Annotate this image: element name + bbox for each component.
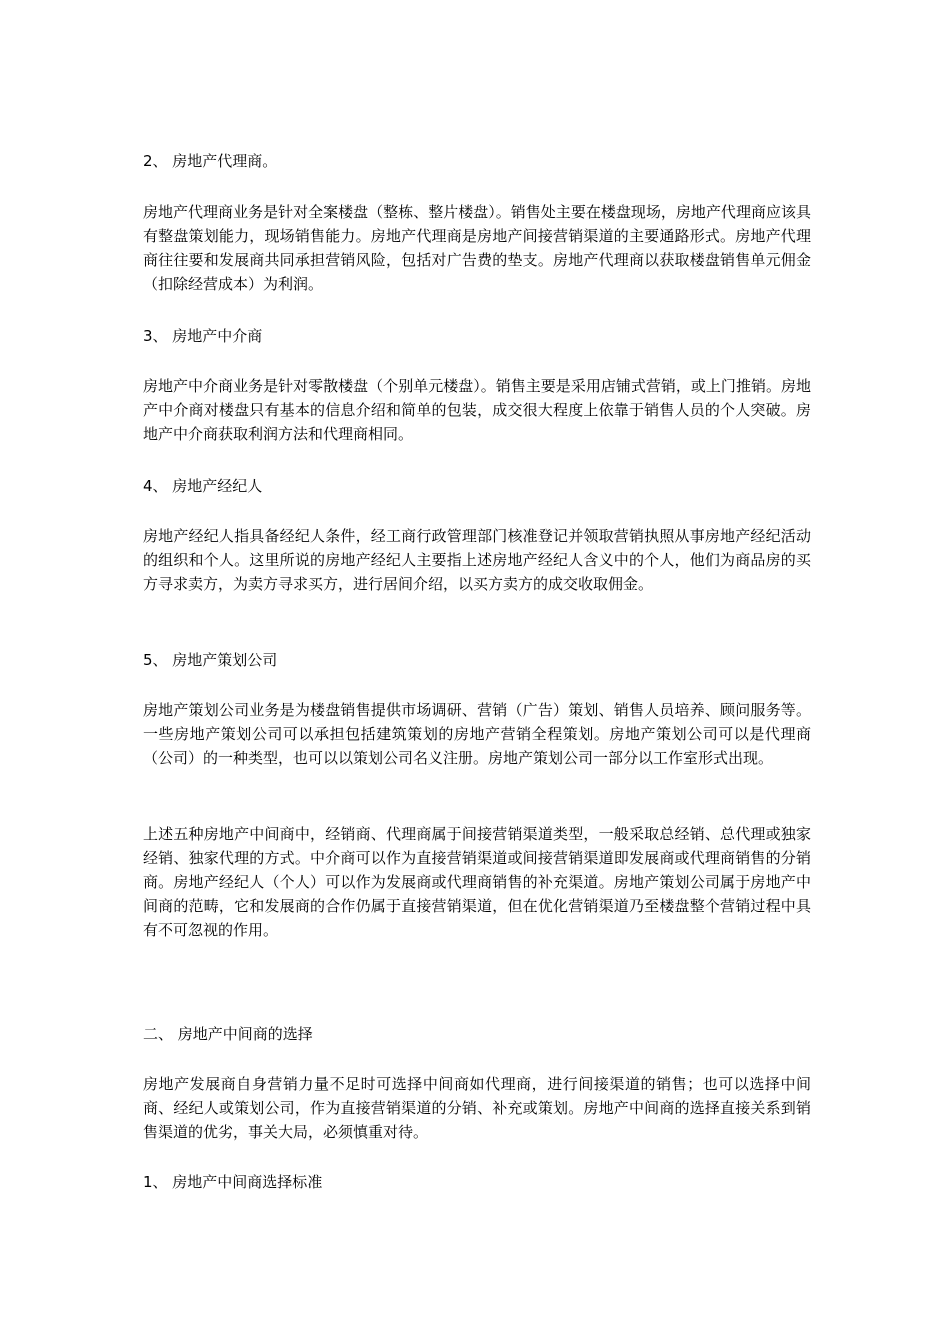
section-paragraph-planning-company: 房地产策划公司业务是为楼盘销售提供市场调研、营销（广告）策划、销售人员培养、顾问服务等。一些房地产策划公司可以承担包括建筑策划的房地产营销全程策划。房地产策划公司可以是代理商（公司）的一种类型，也可以以策划公司名义注册。房地产策划公司一部分以工作室形式出现。 [143, 701, 811, 767]
part-two-heading: 二、 房地产中间商的选择 [143, 1025, 313, 1043]
part-two-paragraph: 房地产发展商自身营销力量不足时可选择中间商如代理商，进行间接渠道的销售；也可以选择中间商、经纪人或策划公司，作为直接营销渠道的分销、补充或策划。房地产中间商的选择直接关系到销售渠道的优劣，事关大局，必须慎重对待。 [143, 1075, 811, 1141]
section-heading-broker: 4、 房地产经纪人 [143, 477, 263, 495]
summary-paragraph: 上述五种房地产中间商中，经销商、代理商属于间接营销渠道类型，一般采取总经销、总代理或独家经销、独家代理的方式。中介商可以作为直接营销渠道或间接营销渠道即发展商或代理商销售的分销商。房地产经纪人（个人）可以作为发展商或代理商销售的补充渠道。房地产策划公司属于房地产中间商的范畴，它和发展商的合作仍属于直接营销渠道，但在优化营销渠道乃至楼盘整个营销过程中具有不可忽视的作用。 [143, 825, 811, 939]
section-heading-planning-company: 5、 房地产策划公司 [143, 651, 278, 669]
section-heading-intermediary: 3、 房地产中介商 [143, 327, 263, 345]
section-heading-agent: 2、 房地产代理商。 [143, 152, 278, 170]
section-paragraph-broker: 房地产经纪人指具备经纪人条件，经工商行政管理部门核准登记并领取营销执照从事房地产经纪活动的组织和个人。这里所说的房地产经纪人主要指上述房地产经纪人含义中的个人，他们为商品房的买方寻求卖方，为卖方寻求买方，进行居间介绍，以买方卖方的成交收取佣金。 [143, 527, 811, 593]
section-paragraph-intermediary: 房地产中介商业务是针对零散楼盘（个别单元楼盘）。销售主要是采用店铺式营销，或上门推销。房地产中介商对楼盘只有基本的信息介绍和简单的包装，成交很大程度上依靠于销售人员的个人突破。房地产中介商获取利润方法和代理商相同。 [143, 377, 811, 443]
part-two-subheading: 1、 房地产中间商选择标准 [143, 1173, 323, 1191]
section-paragraph-agent: 房地产代理商业务是针对全案楼盘（整栋、整片楼盘）。销售处主要在楼盘现场，房地产代理商应该具有整盘策划能力，现场销售能力。房地产代理商是房地产间接营销渠道的主要通路形式。房地产代理商往往要和发展商共同承担营销风险，包括对广告费的垫支。房地产代理商以获取楼盘销售单元佣金（扣除经营成本）为利润。 [143, 203, 811, 293]
